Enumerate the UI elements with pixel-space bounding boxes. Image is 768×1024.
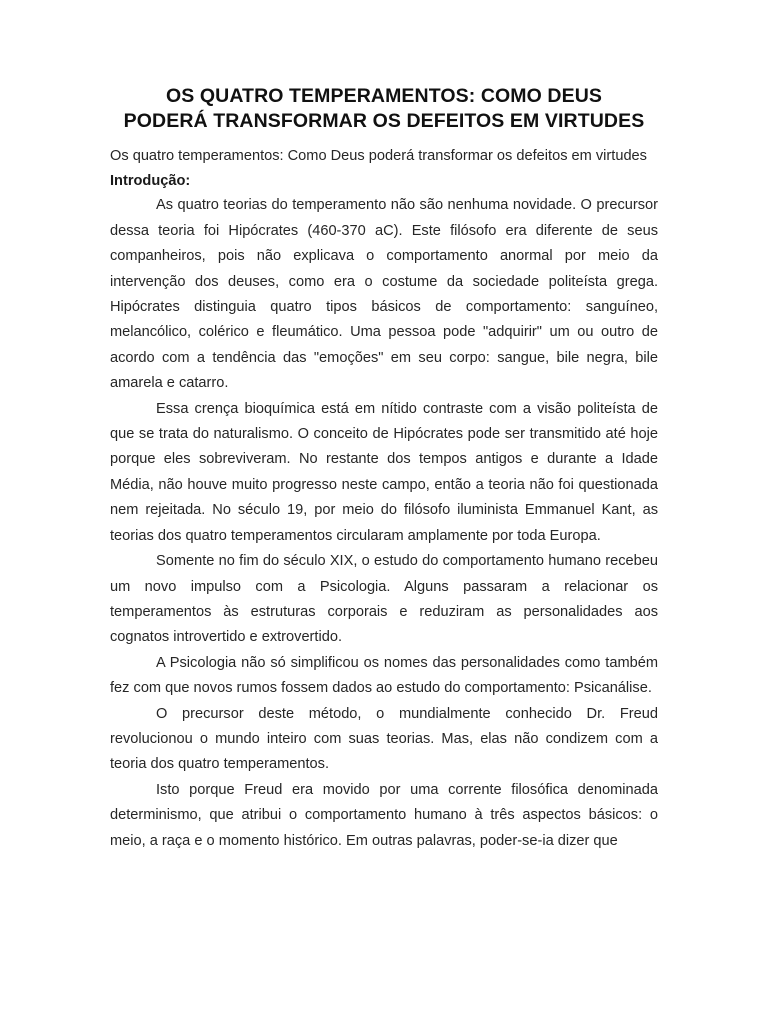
title-line-2: PODERÁ TRANSFORMAR OS DEFEITOS EM VIRTUDES bbox=[123, 110, 645, 132]
paragraph-4: A Psicologia não só simplificou os nomes das personalidades como também fez com que novos rumos fossem dados ao estudo do comportamento: Psicanálise. bbox=[110, 654, 658, 697]
paragraph-3: Somente no fim do século XIX, o estudo do comportamento humano recebeu um novo impulso com a Psicologia. Alguns passaram a relacionar os temperamentos às estruturas corporais e reduziram as personalidades aos cognatos introvertido e extrovertido. bbox=[110, 553, 658, 646]
paragraph-6: Isto porque Freud era movido por uma corrente filosófica denominada determinismo, que atribui o comportamento humano à três aspectos básicos: o meio, a raça e o momento histórico. Em outras palavras, poder-se-ia dizer que bbox=[110, 781, 658, 849]
document-page bbox=[110, 84, 658, 854]
paragraph-2: Essa crença bioquímica está em nítido contraste com a visão politeísta de que se trata do naturalismo. O conceito de Hipócrates pode ser transmitido até hoje porque eles sobreviveram. No restante dos tempos antigos e durante a Idade Média, não houve muito progresso neste campo, então a teoria não foi questionada nem rejeitada. No século 19, por meio do filósofo iluminista Emmanuel Kant, as teorias dos quatro temperamentos circularam amplamente por toda Europa. bbox=[110, 400, 658, 544]
paragraph-5: O precursor deste método, o mundialmente conhecido Dr. Freud revolucionou o mundo inteiro com suas teorias. Mas, elas não condizem com a teoria dos quatro temperamentos. bbox=[110, 705, 658, 773]
paragraph-1: As quatro teorias do temperamento não são nenhuma novidade. O precursor dessa teoria foi Hipócrates (460-370 aC). Este filósofo era diferente de seus companheiros, pois não explicava o comportamento anormal por meio da intervenção dos deuses, como era o costume da sociedade politeísta grega. Hipócrates distinguia quatro tipos básicos de comportamento: sanguíneo, melancólico, colérico e fleumático. Uma pessoa pode "adquirir" um ou outro de acordo com a tendência das "emoções" em seu corpo: sangue, bile negra, bile amarela e catarro. bbox=[110, 197, 658, 392]
document-subtitle: Os quatro temperamentos: Como Deus poderá transformar os defeitos em virtudes bbox=[110, 148, 647, 164]
document-title bbox=[110, 84, 658, 134]
title-line-1: OS QUATRO TEMPERAMENTOS: COMO DEUS bbox=[165, 85, 603, 107]
section-heading: Introdução: bbox=[110, 173, 191, 190]
